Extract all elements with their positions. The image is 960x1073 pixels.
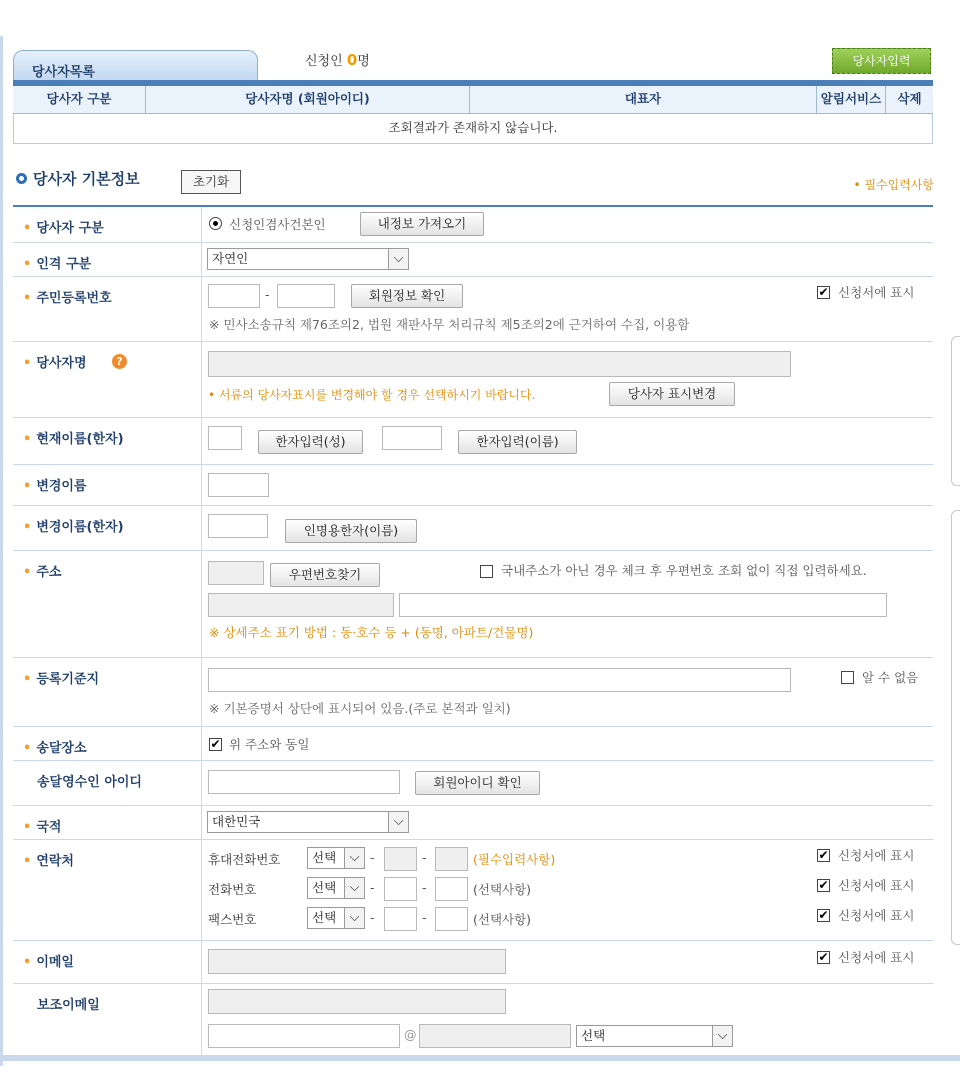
- party-table-header: [13, 86, 933, 114]
- required-note: • 필수입력사항: [853, 178, 934, 192]
- changed-name-input[interactable]: [208, 473, 269, 497]
- receiver-id-input[interactable]: [208, 770, 400, 794]
- foreign-address-checkbox[interactable]: [480, 565, 493, 578]
- add-party-button[interactable]: 당사자입력: [832, 48, 931, 74]
- unknown-checkbox[interactable]: [841, 671, 854, 684]
- sub-email-domain-input[interactable]: [419, 1024, 571, 1048]
- column-header: 당사자명 (회원아이디): [146, 86, 470, 113]
- dash-text: -: [370, 850, 375, 865]
- contact-type-label: 휴대전화번호: [208, 852, 281, 867]
- bottom-border: [0, 1055, 960, 1061]
- chevron-down-icon: ⌵: [344, 848, 364, 868]
- fax-middle-input[interactable]: [384, 907, 417, 931]
- field-label: 보조이메일: [13, 984, 202, 1055]
- mobile-prefix-select[interactable]: 선택 ⌵: [307, 847, 365, 869]
- hanja-surname-input[interactable]: [208, 426, 242, 450]
- row-address: [13, 551, 933, 658]
- row-contact: [13, 840, 933, 941]
- empty-message: 조회결과가 존재하지 않습니다.: [13, 114, 933, 144]
- resident-number-front-input[interactable]: [208, 284, 260, 308]
- column-header: 알림서비스: [817, 86, 886, 113]
- field-label: • 당사자 구분: [13, 207, 202, 242]
- checkbox-label: 신청서에 표시: [838, 848, 915, 863]
- nationality-select[interactable]: 대한민국 ⌵: [207, 811, 409, 833]
- optional-hint: (선택사항): [473, 882, 532, 897]
- hanja-surname-button[interactable]: 한자입력(성): [258, 430, 363, 454]
- column-header: 대표자: [470, 86, 817, 113]
- side-panel-edge: [951, 510, 960, 945]
- hanja-name-button[interactable]: 한자입력(이름): [458, 430, 577, 454]
- unknown-label: 알 수 없음: [862, 670, 919, 685]
- question-icon[interactable]: ?: [112, 354, 127, 369]
- same-address-label: 위 주소와 동일: [229, 737, 310, 752]
- address-main-input[interactable]: [208, 593, 394, 617]
- section-title-text: 당사자 기본정보: [33, 170, 140, 188]
- dash-text: -: [422, 880, 427, 895]
- field-label: • 당사자명 ?: [13, 342, 202, 417]
- applicant-prefix: 신청인: [305, 54, 343, 69]
- postal-code-input[interactable]: [208, 561, 264, 585]
- dash-text: -: [370, 880, 375, 895]
- party-type-radio[interactable]: [209, 217, 222, 230]
- verify-member-id-button[interactable]: 회원아이디 확인: [415, 771, 540, 795]
- email-domain-select[interactable]: 선택 ⌵: [576, 1025, 733, 1047]
- same-address-checkbox[interactable]: ✔: [210, 737, 221, 751]
- row-changed-name-hanja: [13, 506, 933, 551]
- row-resident-number: [13, 277, 933, 342]
- find-postal-code-button[interactable]: 우편번호찾기: [270, 563, 380, 587]
- tab-party-list[interactable]: 당사자목록: [13, 50, 258, 80]
- checkbox-label: 신청서에 표시: [838, 878, 915, 893]
- applicant-count: [305, 50, 370, 69]
- load-my-info-button[interactable]: 내정보 가져오기: [360, 212, 484, 236]
- row-person-type: [13, 243, 933, 277]
- address-format-note: ※ 상세주소 표기 방법 : 동·호수 등 + (동명, 아파트/건물명): [209, 625, 534, 640]
- optional-hint: (선택사항): [473, 912, 532, 927]
- at-sign: @: [404, 1027, 417, 1042]
- checkbox-label: 신청서에 표시: [838, 285, 915, 300]
- changed-name-hanja-input[interactable]: [208, 514, 268, 538]
- field-label: • 인격 구분: [13, 243, 202, 276]
- row-delivery-place: [13, 727, 933, 761]
- person-type-select[interactable]: 자연인 ⌵: [207, 248, 409, 270]
- email-input[interactable]: [208, 949, 506, 974]
- applicant-suffix: 명: [357, 54, 370, 69]
- sub-email-input[interactable]: [208, 989, 506, 1014]
- mobile-middle-input[interactable]: [384, 847, 417, 871]
- dash-text: -: [265, 287, 270, 302]
- verify-member-button[interactable]: 회원정보 확인: [351, 284, 463, 308]
- checkbox-label: 신청서에 표시: [838, 908, 915, 923]
- row-sub-email: [13, 984, 933, 1055]
- row-party-name: [13, 342, 933, 418]
- field-label: • 변경이름: [13, 465, 202, 505]
- contact-type-label: 전화번호: [208, 882, 257, 897]
- field-label: • 주소: [13, 551, 202, 657]
- field-label: • 주민등록번호: [13, 277, 202, 341]
- resident-number-back-input[interactable]: [277, 284, 335, 308]
- required-hint: (필수입력사항): [473, 852, 556, 867]
- row-email: [13, 941, 933, 984]
- chevron-down-icon: ⌵: [712, 1026, 732, 1046]
- foreign-address-label: 국내주소가 아닌 경우 체크 후 우편번호 조회 없이 직접 입력하세요.: [501, 563, 867, 578]
- chevron-down-icon: ⌵: [344, 908, 364, 928]
- phone-middle-input[interactable]: [384, 877, 417, 901]
- dash-text: -: [422, 850, 427, 865]
- name-hanja-button[interactable]: 인명용한자(이름): [285, 519, 417, 543]
- dash-text: -: [422, 910, 427, 925]
- field-label: • 이메일: [13, 941, 202, 983]
- column-header: 당사자 구분: [13, 86, 146, 113]
- field-label: • 등록기준지: [13, 658, 202, 726]
- phone-prefix-select[interactable]: 선택 ⌵: [307, 877, 365, 899]
- show-on-form-checkbox[interactable]: ✔: [818, 878, 829, 892]
- column-header: 삭제: [897, 91, 922, 106]
- show-on-form-checkbox[interactable]: ✔: [818, 908, 829, 922]
- radio-label: 신청인겸사건본인: [229, 217, 326, 232]
- party-name-input[interactable]: [208, 351, 791, 377]
- address-detail-input[interactable]: [399, 593, 887, 617]
- field-label: • 연락처: [13, 840, 202, 940]
- section-title: [16, 168, 140, 189]
- fax-prefix-select[interactable]: 선택 ⌵: [307, 907, 365, 929]
- row-delivery-receiver: [13, 761, 933, 806]
- registration-note: ※ 기본증명서 상단에 표시되어 있음.(주로 본적과 일치): [209, 701, 511, 716]
- show-on-form-checkbox[interactable]: ✔: [818, 285, 829, 299]
- frame-border: [0, 36, 3, 1066]
- registration-base-input[interactable]: [208, 668, 791, 692]
- privacy-note: ※ 민사소송규칙 제76조의2, 법원 재판사무 처리규칙 제5조의2에 근거하여 수집, 이용함: [209, 317, 690, 332]
- contact-type-label: 팩스번호: [208, 912, 257, 927]
- field-label: • 현재이름(한자): [13, 418, 202, 464]
- show-on-form-checkbox[interactable]: ✔: [818, 848, 829, 862]
- bullet-icon: [16, 173, 27, 184]
- row-changed-name: [13, 465, 933, 506]
- mobile-last-input[interactable]: [435, 847, 468, 871]
- field-label: • 변경이름(한자): [13, 506, 202, 550]
- phone-last-input[interactable]: [435, 877, 468, 901]
- sub-email-id-input[interactable]: [208, 1024, 400, 1048]
- checkbox-label: 신청서에 표시: [838, 950, 915, 965]
- hanja-name-input[interactable]: [382, 426, 442, 450]
- fax-last-input[interactable]: [435, 907, 468, 931]
- party-name-note: • 서류의 당사자표시를 변경해야 할 경우 선택하시기 바랍니다.: [208, 388, 536, 402]
- show-on-form-checkbox[interactable]: ✔: [818, 950, 829, 964]
- applicant-count-value: 0: [346, 51, 358, 69]
- change-party-display-button[interactable]: 당사자 표시변경: [609, 382, 735, 406]
- row-current-name-hanja: [13, 418, 933, 465]
- field-label: • 송달장소: [13, 727, 202, 760]
- reset-button[interactable]: 초기화: [181, 170, 241, 194]
- chevron-down-icon: ⌵: [388, 812, 408, 832]
- side-panel-edge: [951, 336, 960, 486]
- chevron-down-icon: ⌵: [388, 249, 408, 269]
- field-label: • 국적: [13, 806, 202, 839]
- dash-text: -: [370, 910, 375, 925]
- chevron-down-icon: ⌵: [344, 878, 364, 898]
- row-party-type: [13, 207, 933, 243]
- row-nationality: [13, 806, 933, 840]
- row-registration-base: [13, 658, 933, 727]
- field-label: 송달영수인 아이디: [13, 761, 202, 805]
